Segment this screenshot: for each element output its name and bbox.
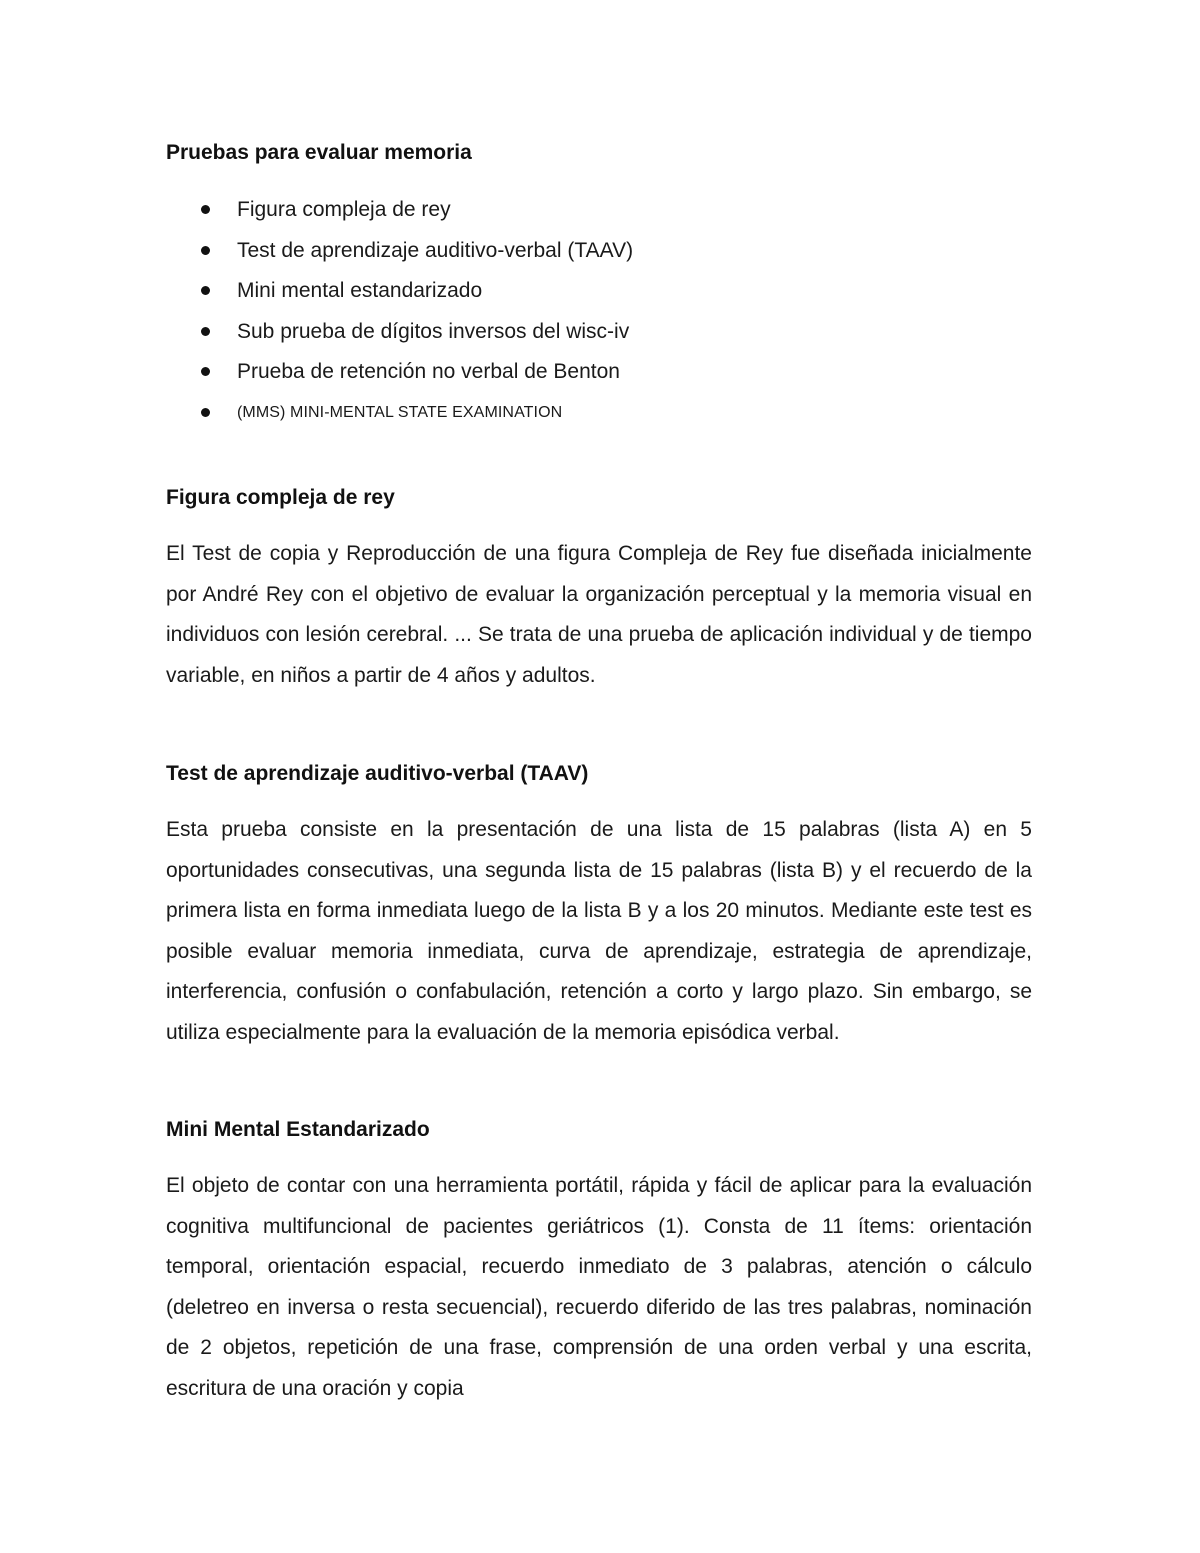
section-heading-mini-mental: Mini Mental Estandarizado [166,1118,430,1141]
list-item [166,234,1032,275]
list-item [166,355,1032,396]
section-body-mini-mental: El objeto de contar con una herramienta portátil, rápida y fácil de aplicar para la evaluación cognitiva multifuncional de pacientes geriátricos (1). Consta de 11 ítems: orientación temporal, orientación espacial, recuerdo inmediato de 3 palabras, atención o cálculo (deletreo en inversa o resta secuencial), recuerdo diferido de las tres palabras, nominación de 2 objetos, repetición de una frase, comprensión de una orden verbal y una escrita, escritura de una oración y copia [166,1174,1032,1400]
list-item-label: Sub prueba de dígitos inversos del wisc-iv [237,319,630,343]
list-item [166,274,1032,315]
bullet-icon [201,408,210,417]
section-heading-figura-rey: Figura compleja de rey [166,486,395,509]
main-heading: Pruebas para evaluar memoria [166,141,472,164]
bullet-icon [201,246,210,255]
list-item-label: Mini mental estandarizado [237,279,483,303]
list-item [166,315,1032,356]
section-heading-taav: Test de aprendizaje auditivo-verbal (TAAV) [166,762,589,785]
list-item [166,193,1032,234]
list-item-label: Figura compleja de rey [237,198,451,221]
bullet-icon [201,367,210,376]
list-item-label: (MMS) MINI-MENTAL STATE EXAMINATION [237,403,563,421]
memory-tests-list [166,193,1032,437]
list-item [166,396,1032,437]
bullet-icon [201,327,210,336]
bullet-icon [201,205,210,214]
list-item-label: Test de aprendizaje auditivo-verbal (TAAV) [237,238,634,262]
section-body-taav: Esta prueba consiste en la presentación de una lista de 15 palabras (lista A) en 5 oportunidades consecutivas, una segunda lista de 15 palabras (lista B) y el recuerdo de la primera lista en forma inmediata luego de la lista B y a los 20 minutos. Mediante este test es posible evaluar memoria inmediata, curva de aprendizaje, estrategia de aprendizaje, interferencia, confusión o confabulación, retención a corto y largo plazo. Sin embargo, se utiliza especialmente para la evaluación de la memoria episódica verbal. [166,818,1032,1044]
section-body-figura-rey: El Test de copia y Reproducción de una figura Compleja de Rey fue diseñada inicialmente por André Rey con el objetivo de evaluar la organización perceptual y la memoria visual en individuos con lesión cerebral. ... Se trata de una prueba de aplicación individual y de tiempo variable, en niños a partir de 4 años y adultos. [166,542,1032,687]
list-item-label: Prueba de retención no verbal de Benton [237,360,620,384]
bullet-icon [201,286,210,295]
